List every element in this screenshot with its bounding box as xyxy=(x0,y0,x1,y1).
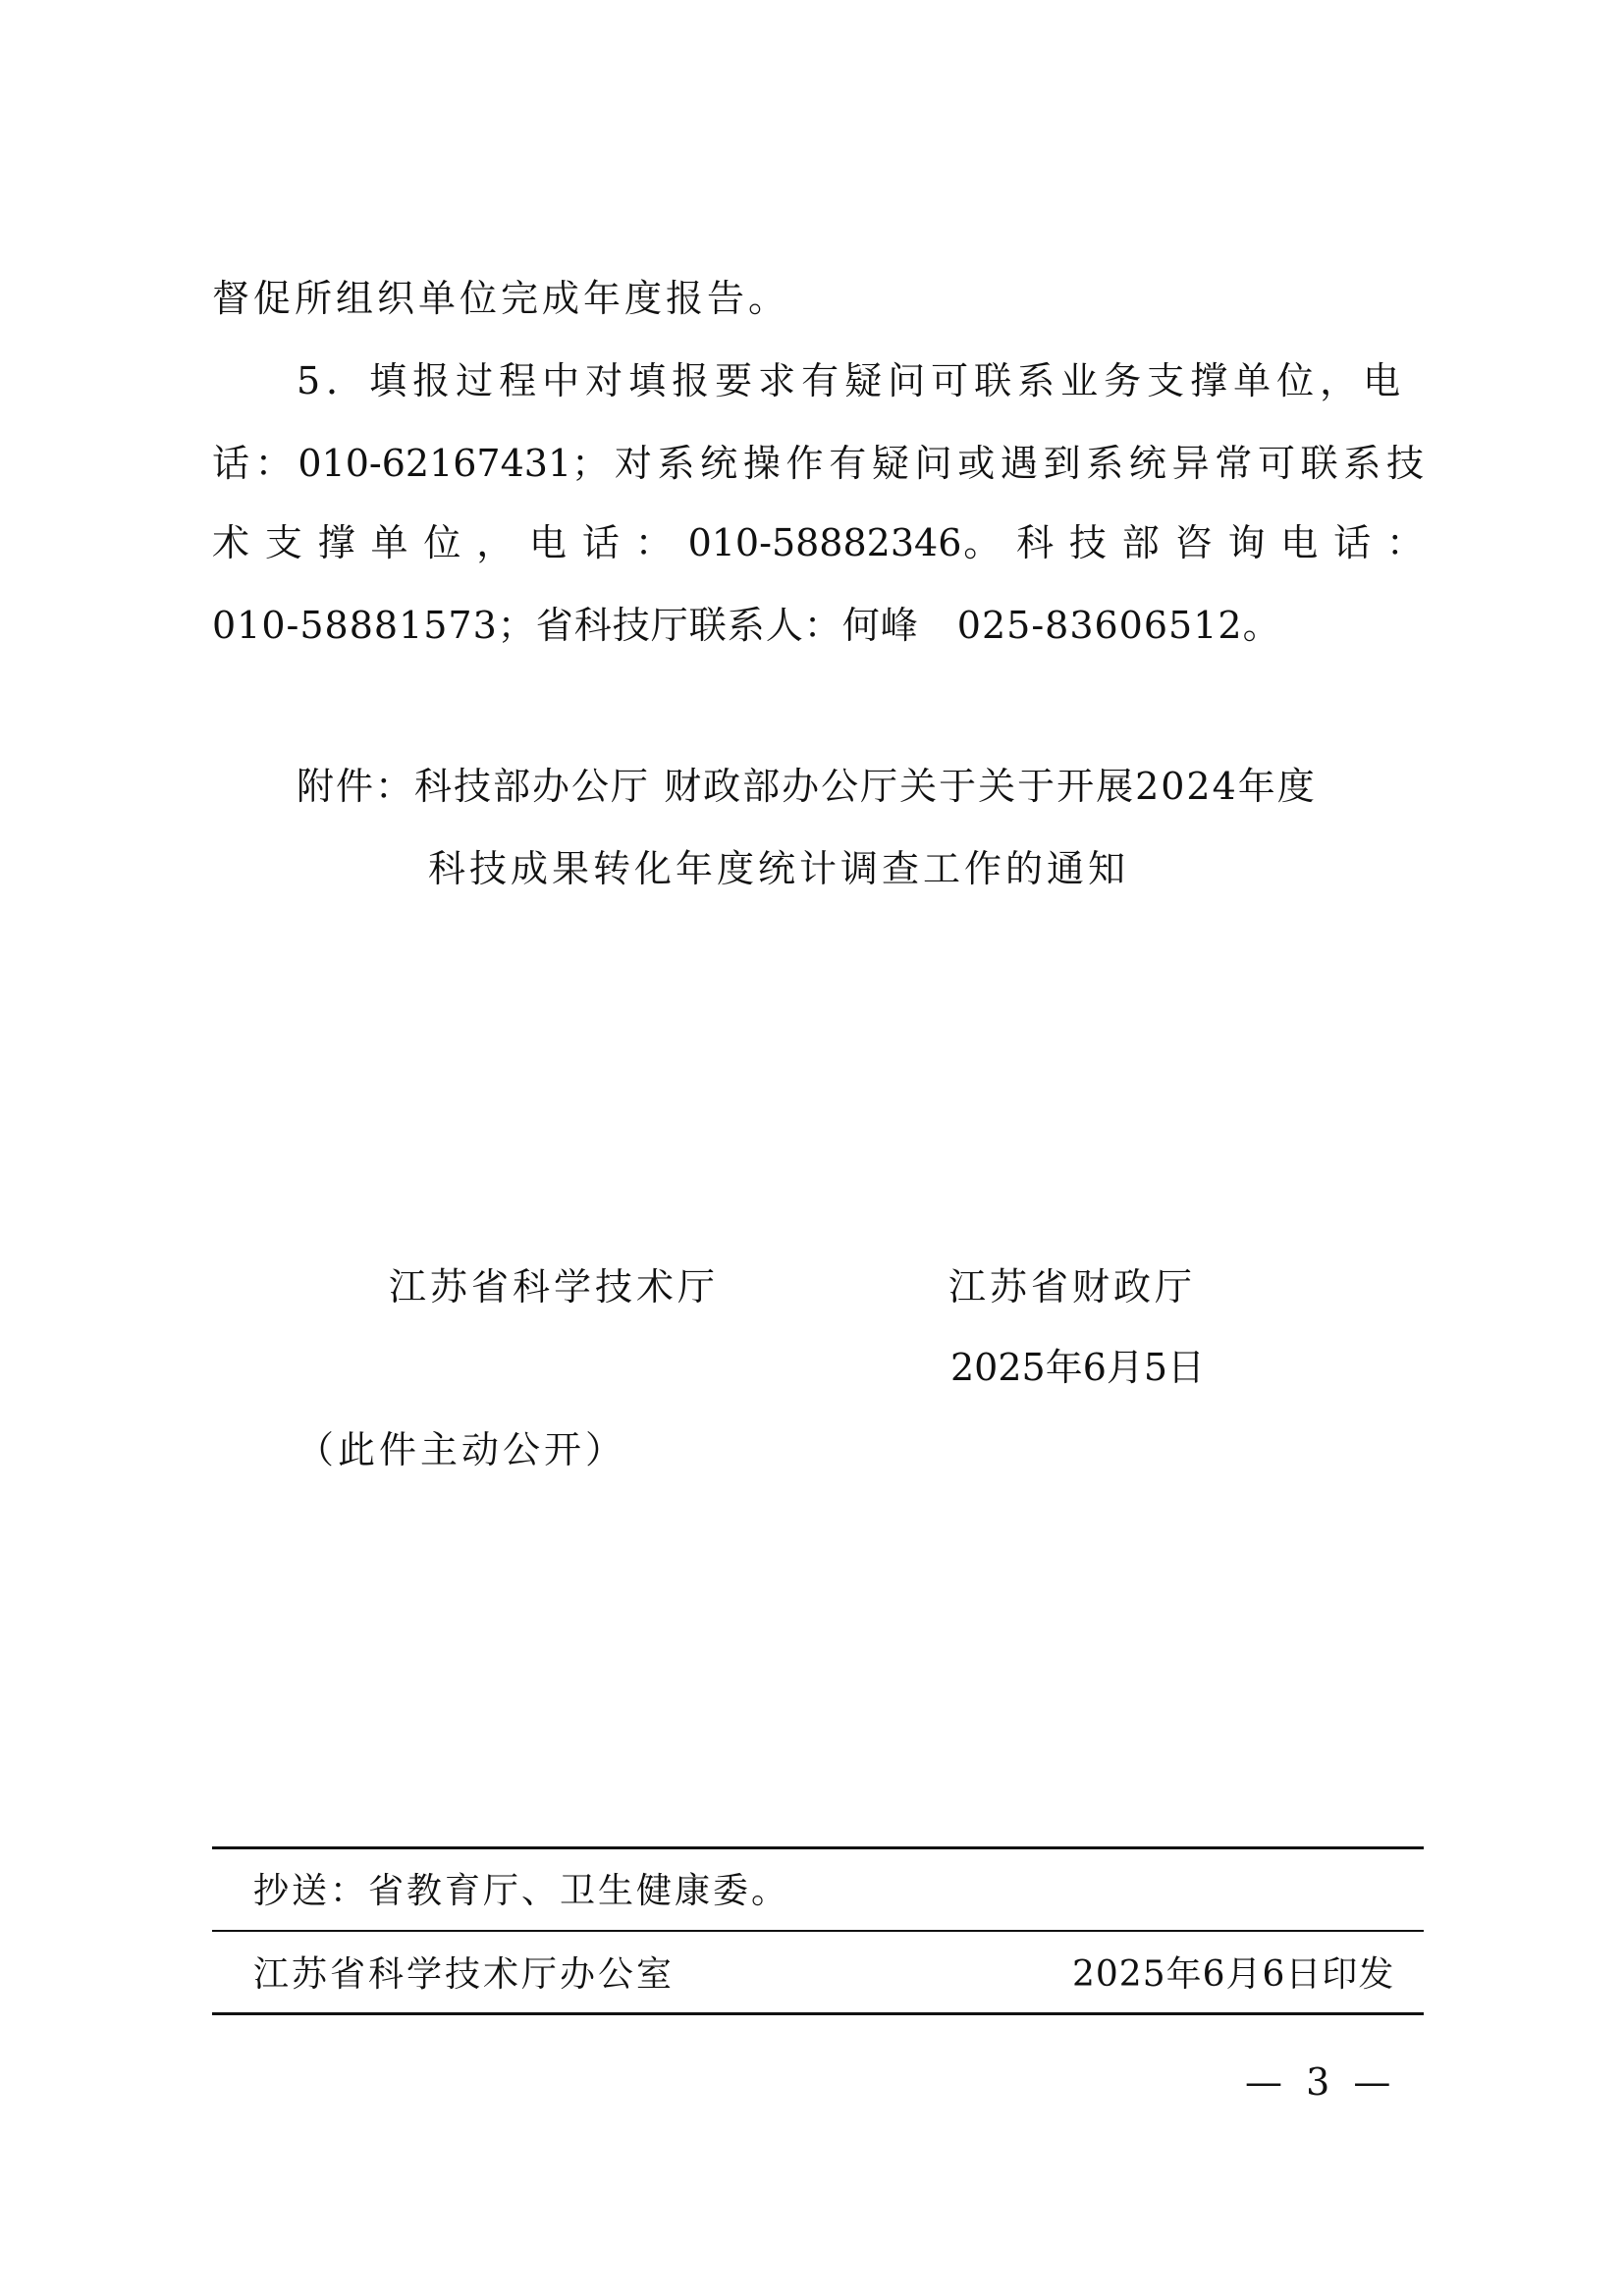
cc-line: 抄送：省教育厅、卫生健康委。 xyxy=(253,1871,790,1911)
issuer-left: 江苏省科学技术厅 xyxy=(389,1265,720,1308)
footer-middle-rule xyxy=(212,1930,1424,1932)
disclosure-note: （此件主动公开） xyxy=(297,1428,627,1471)
body-line-3: 话：010-62167431；对系统操作有疑问或遇到系统异常可联系技 xyxy=(212,445,1424,485)
body-line-5: 010-58881573；省科技厅联系人：何峰 025-83606512。 xyxy=(212,604,1281,647)
footer-bottom-rule xyxy=(212,2012,1424,2015)
body-line-4: 术 支 撑 单 位 ， 电 话 ： 010-58882346。 科 技 部 咨 询 电 话 ： xyxy=(212,524,1424,564)
issuing-office: 江苏省科学技术厅办公室 xyxy=(253,1954,676,1995)
footer-top-rule xyxy=(212,1846,1424,1849)
signature-date: 2025年6月5日 xyxy=(950,1346,1206,1389)
body-line-2: 5．填报过程中对填报要求有疑问可联系业务支撑单位，电 xyxy=(297,359,1407,402)
attachment-line-2: 科技成果转化年度统计调查工作的通知 xyxy=(428,847,1130,890)
page-number: — 3 — xyxy=(1245,2060,1397,2104)
body-line-1: 督促所组织单位完成年度报告。 xyxy=(212,277,790,320)
print-date: 2025年6月6日印发 xyxy=(1072,1954,1395,1995)
attachment-line-1: 附件：科技部办公厅 财政部办公厅关于关于开展2024年度 xyxy=(297,765,1317,808)
issuer-right: 江苏省财政厅 xyxy=(948,1265,1197,1308)
